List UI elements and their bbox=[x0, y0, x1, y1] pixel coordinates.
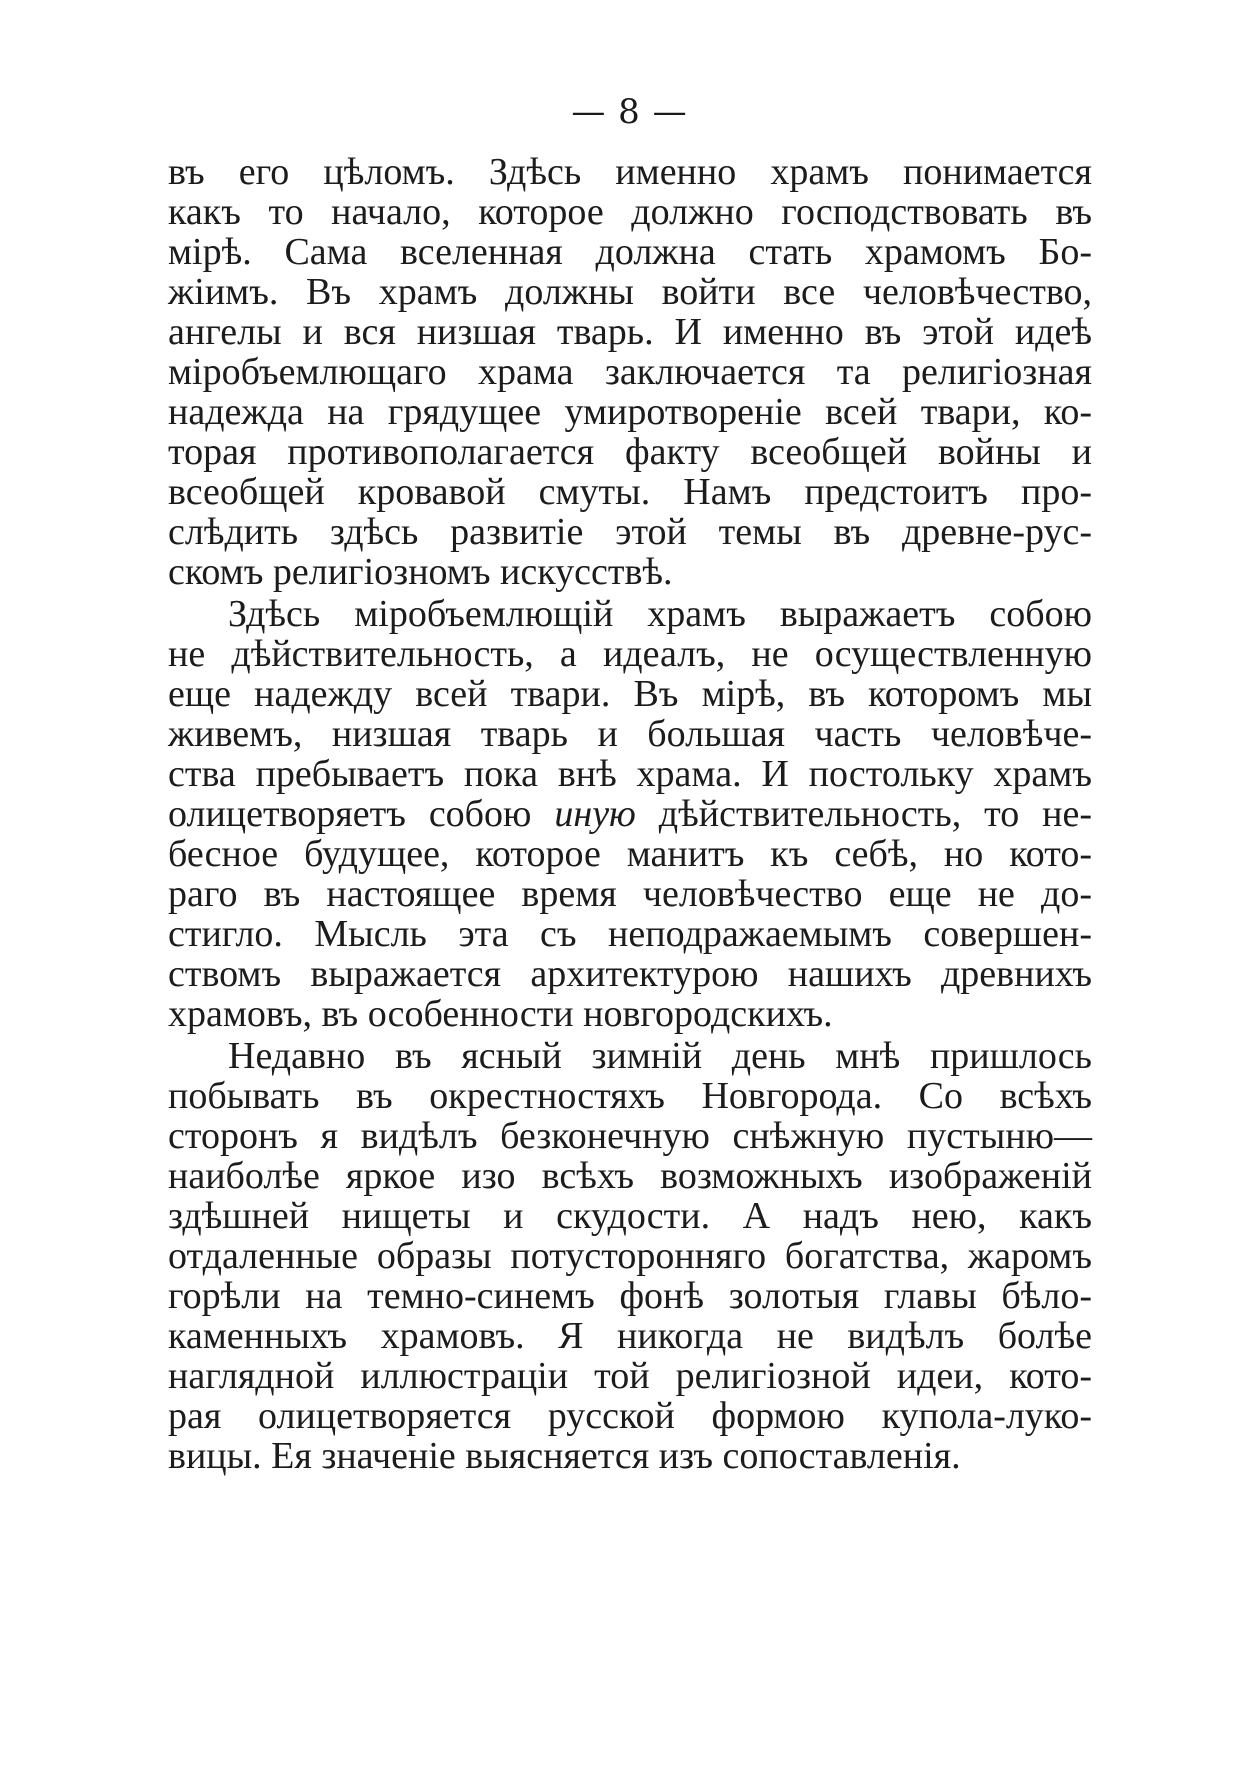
text-line: Здѣсь міробъемлющій храмъ выражаетъ собою bbox=[228, 593, 1092, 635]
text-line: надежда на грядущее умиротвореніе всей твари, ко- bbox=[168, 391, 1092, 433]
text-line: живемъ, низшая тварь и большая часть человѣче- bbox=[168, 713, 1092, 755]
text-line: Недавно въ ясный зимній день мнѣ пришлось bbox=[228, 1035, 1092, 1077]
text-line: слѣдить здѣсь развитіе этой темы въ древне-рус- bbox=[168, 511, 1092, 553]
text-line: рая олицетворяется русской формою купола-луко- bbox=[168, 1395, 1092, 1437]
text-line: міробъемлющаго храма заключается та религіозная bbox=[168, 351, 1092, 393]
text-line: еще надежду всей твари. Въ мірѣ, въ которомъ мы bbox=[168, 673, 1092, 715]
text-line: жіимъ. Въ храмъ должны войти все человѣчество, bbox=[168, 271, 1092, 313]
text-line: ствомъ выражается архитектурою нашихъ древнихъ bbox=[168, 953, 1092, 995]
text-line: сторонъ я видѣлъ безконечную снѣжную пустыню— bbox=[168, 1115, 1092, 1157]
text-line: всеобщей кровавой смуты. Намъ предстоитъ про- bbox=[168, 471, 1092, 513]
text-line: вицы. Ея значеніе выясняется изъ сопоставленія. bbox=[168, 1435, 961, 1477]
text-line: наглядной иллюстраціи той религіозной идеи, кото- bbox=[168, 1355, 1092, 1397]
text-line: каменныхъ храмовъ. Я никогда не видѣлъ болѣе bbox=[168, 1315, 1092, 1357]
text-line: наиболѣе яркое изо всѣхъ возможныхъ изображеній bbox=[168, 1155, 1092, 1197]
text-line: стигло. Мысль эта съ неподражаемымъ совершен- bbox=[168, 913, 1092, 955]
text-line: ства пребываетъ пока внѣ храма. И постольку храмъ bbox=[168, 753, 1092, 795]
text-line: побывать въ окрестностяхъ Новгорода. Со всѣхъ bbox=[168, 1075, 1092, 1117]
text-line: какъ то начало, которое должно господствовать въ bbox=[168, 191, 1092, 233]
text-line: не дѣйствительность, а идеалъ, не осуществленную bbox=[168, 633, 1092, 675]
text-line: бесное будущее, которое манитъ къ себѣ, но кото- bbox=[168, 833, 1092, 875]
text-line: храмовъ, въ особенности новгородскихъ. bbox=[168, 993, 833, 1035]
text-line: торая противополагается факту всеобщей войны и bbox=[168, 431, 1092, 473]
text-line: скомъ религіозномъ искусствѣ. bbox=[168, 551, 673, 593]
emphasized-word: иную bbox=[554, 793, 636, 835]
text-line: въ его цѣломъ. Здѣсь именно храмъ понимается bbox=[168, 151, 1092, 193]
text-line: ангелы и вся низшая тварь. И именно въ этой идеѣ bbox=[168, 311, 1092, 353]
page-number: — 8 — bbox=[571, 92, 688, 132]
text-line: горѣли на темно-синемъ фонѣ золотыя главы бѣло- bbox=[168, 1275, 1092, 1317]
text-segment: дѣйствительность, то не- bbox=[635, 793, 1093, 835]
text-line: раго въ настоящее время человѣчество еще не до- bbox=[168, 873, 1092, 915]
text-line: мірѣ. Сама вселенная должна стать храмомъ Бо- bbox=[168, 231, 1092, 273]
text-line: отдаленные образы потусторонняго богатства, жаромъ bbox=[168, 1235, 1092, 1277]
text-segment: олицетворяетъ собою bbox=[168, 793, 555, 835]
text-line: здѣшней нищеты и скудости. А надъ нею, какъ bbox=[168, 1195, 1092, 1237]
